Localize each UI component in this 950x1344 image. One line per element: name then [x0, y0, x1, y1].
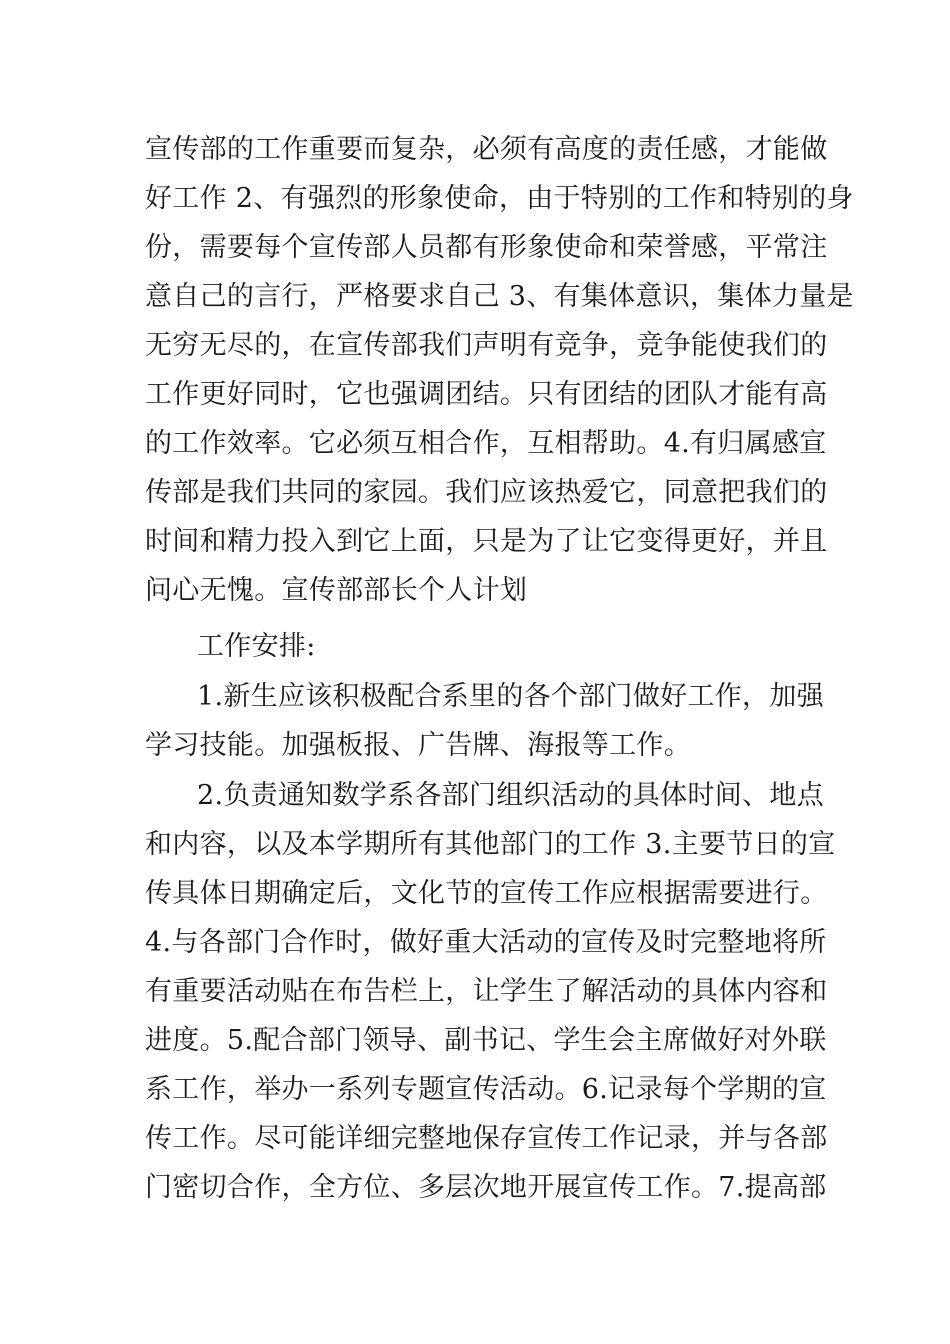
- paragraph-line: 好工作 2、有强烈的形象使命，由于特别的工作和特别的身: [145, 183, 854, 214]
- list-item-line: 和内容，以及本学期所有其他部门的工作 3.主要节日的宣: [145, 829, 836, 860]
- list-item-line: 学习技能。加强板报、广告牌、海报等工作。: [145, 730, 691, 761]
- paragraph-line: 宣传部的工作重要而复杂，必须有高度的责任感，才能做: [145, 134, 828, 165]
- paragraph-line: 工作更好同时，它也强调团结。只有团结的团队才能有高: [145, 379, 828, 410]
- list-item-line: 门密切合作，全方位、多层次地开展宣传工作。7.提高部: [145, 1172, 827, 1203]
- list-item-line: 4.与各部门合作时，做好重大活动的宣传及时完整地将所: [145, 927, 827, 958]
- paragraph-line: 份，需要每个宣传部人员都有形象使命和荣誉感，平常注: [145, 232, 828, 263]
- paragraph-line: 意自己的言行，严格要求自己 3、有集体意识，集体力量是: [145, 281, 854, 312]
- list-item-line: 1.新生应该积极配合系里的各个部门做好工作，加强: [197, 681, 824, 712]
- list-item-line: 进度。5.配合部门领导、副书记、学生会主席做好对外联: [145, 1025, 827, 1056]
- list-item-line: 系工作，举办一系列专题宣传活动。6.记录每个学期的宣: [145, 1074, 827, 1105]
- paragraph-line: 的工作效率。它必须互相合作，互相帮助。4.有归属感宣: [145, 428, 827, 459]
- list-item-line: 2.负责通知数学系各部门组织活动的具体时间、地点: [197, 780, 824, 811]
- list-item-line: 传工作。尽可能详细完整地保存宣传工作记录，并与各部: [145, 1123, 828, 1154]
- paragraph-line: 传部是我们共同的家园。我们应该热爱它，同意把我们的: [145, 477, 828, 508]
- paragraph-line: 问心无愧。宣传部部长个人计划: [145, 575, 528, 606]
- paragraph-line: 无穷无尽的，在宣传部我们声明有竞争，竞争能使我们的: [145, 330, 828, 361]
- list-item-line: 有重要活动贴在布告栏上，让学生了解活动的具体内容和: [145, 976, 828, 1007]
- list-item-line: 传具体日期确定后，文化节的宣传工作应根据需要进行。: [145, 878, 828, 909]
- paragraph-line: 时间和精力投入到它上面，只是为了让它变得更好，并且: [145, 526, 828, 557]
- section-heading: 工作安排:: [197, 631, 316, 662]
